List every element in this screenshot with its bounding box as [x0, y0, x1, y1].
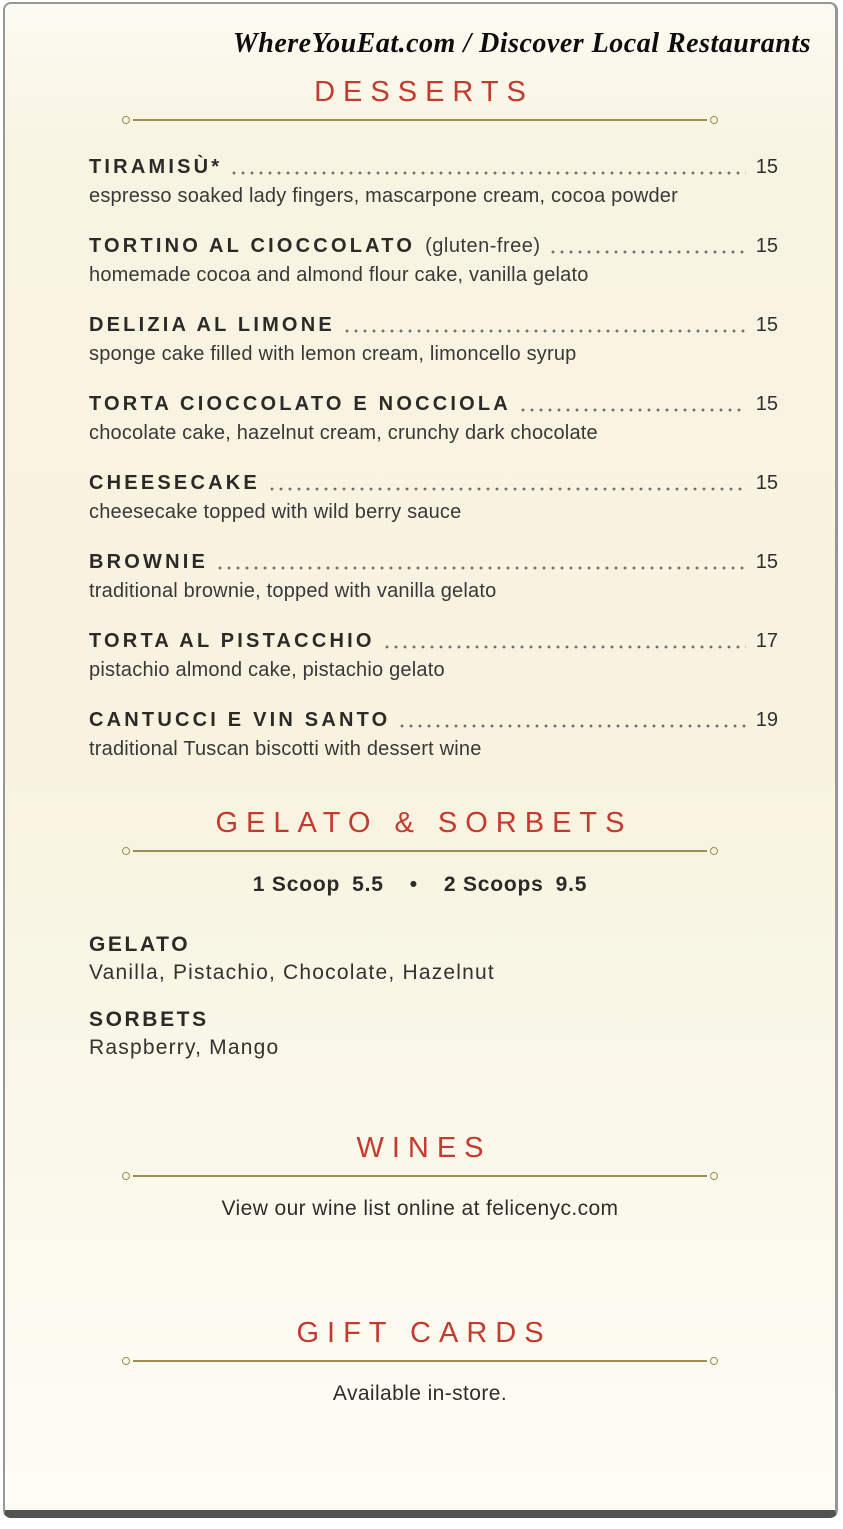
item-description: homemade cocoa and almond flour cake, vanilla gelato — [89, 264, 589, 286]
flavor-list: Raspberry, Mango — [89, 1036, 280, 1059]
divider-line — [133, 1175, 707, 1177]
section-divider — [122, 1172, 718, 1180]
flavor-list: Vanilla, Pistachio, Chocolate, Hazelnut — [89, 961, 495, 984]
flavor-group-label: SORBETS — [89, 1008, 209, 1031]
flavor-groups — [89, 933, 778, 1060]
site-brand-header: WhereYouEat.com / Discover Local Restaurants — [232, 28, 811, 59]
item-price: 15 — [755, 393, 778, 415]
item-price: 15 — [755, 314, 778, 336]
item-price: 19 — [755, 709, 778, 731]
item-line — [89, 314, 778, 337]
menu-item-cantucci-e-vin-santo — [89, 709, 778, 761]
scoop-option-label: 2 Scoops — [443, 873, 544, 896]
dotted-leader — [551, 250, 746, 254]
divider-line — [133, 850, 707, 852]
menu-item-tiramisu — [89, 156, 778, 208]
ring-icon — [122, 1172, 130, 1180]
scoop-option-price: 9.5 — [555, 873, 588, 896]
section-divider — [122, 1357, 718, 1365]
item-description: traditional Tuscan biscotti with dessert wine — [89, 738, 482, 760]
item-line — [89, 156, 778, 179]
dotted-leader — [218, 566, 746, 570]
item-description: traditional brownie, topped with vanilla gelato — [89, 580, 497, 602]
menu-item-delizia-al-limone — [89, 314, 778, 366]
menu-item-tortino-al-cioccolato — [89, 235, 778, 287]
item-name: TORTA CIOCCOLATO E NOCCIOLA — [89, 393, 511, 415]
item-description: cheesecake topped with wild berry sauce — [89, 501, 462, 523]
item-description: pistachio almond cake, pistachio gelato — [89, 659, 445, 681]
dotted-leader — [345, 329, 746, 333]
menu-item-brownie — [89, 551, 778, 603]
menu-item-cheesecake — [89, 472, 778, 524]
item-line — [89, 393, 778, 416]
wine-list-note: View our wine list online at felicenyc.com — [221, 1197, 619, 1220]
item-name: TORTINO AL CIOCCOLATO — [89, 235, 416, 257]
item-name: TIRAMISÙ* — [89, 156, 223, 178]
item-dietary-note: (gluten-free) — [425, 235, 541, 257]
ring-icon — [710, 1357, 718, 1365]
item-line — [89, 235, 778, 258]
desserts-section-title: DESSERTS — [314, 76, 534, 108]
item-description: sponge cake filled with lemon cream, limoncello syrup — [89, 343, 577, 365]
ring-icon — [710, 847, 718, 855]
ring-icon — [122, 847, 130, 855]
wines-section-title: WINES — [356, 1132, 492, 1164]
desserts-item-list — [89, 156, 778, 761]
ring-icon — [122, 116, 130, 124]
gift-cards-note: Available in-store. — [332, 1382, 508, 1405]
item-description: chocolate cake, hazelnut cream, crunchy dark chocolate — [89, 422, 598, 444]
ring-icon — [710, 1172, 718, 1180]
dotted-leader — [385, 645, 746, 649]
gelato-flavor-group — [89, 933, 778, 985]
menu-item-torta-al-pistacchio — [89, 630, 778, 682]
ring-icon — [710, 116, 718, 124]
scoop-option-price: 5.5 — [352, 873, 384, 896]
dotted-leader — [232, 171, 746, 175]
sorbets-flavor-group — [89, 1008, 778, 1060]
ring-icon — [122, 1357, 130, 1365]
bullet-separator: • — [409, 873, 418, 896]
gift-cards-section-title: GIFT CARDS — [296, 1317, 552, 1349]
item-name: BROWNIE — [89, 551, 209, 573]
item-price: 15 — [755, 156, 778, 178]
item-description: espresso soaked lady fingers, mascarpone cream, cocoa powder — [89, 185, 678, 207]
item-name: DELIZIA AL LIMONE — [89, 314, 335, 336]
item-price: 15 — [755, 472, 778, 494]
dotted-leader — [270, 487, 746, 491]
item-name: TORTA AL PISTACCHIO — [89, 630, 375, 652]
divider-line — [133, 119, 707, 121]
item-name: CHEESECAKE — [89, 472, 260, 494]
dotted-leader — [400, 724, 746, 728]
section-divider — [122, 116, 718, 124]
item-price: 15 — [755, 235, 778, 257]
item-name: CANTUCCI E VIN SANTO — [89, 709, 391, 731]
flavor-group-label: GELATO — [89, 933, 191, 956]
item-line — [89, 630, 778, 653]
scoop-option-label: 1 Scoop — [252, 873, 341, 896]
scoop-pricing-line — [5, 873, 835, 897]
section-divider — [122, 847, 718, 855]
gelato-sorbets-section-title: GELATO & SORBETS — [215, 807, 633, 839]
item-line — [89, 709, 778, 732]
item-price: 17 — [755, 630, 778, 652]
item-price: 15 — [755, 551, 778, 573]
item-line — [89, 472, 778, 495]
item-line — [89, 551, 778, 574]
divider-line — [133, 1360, 707, 1362]
dotted-leader — [521, 408, 746, 412]
menu-page — [3, 2, 838, 1518]
menu-item-torta-cioccolato-e-nocciola — [89, 393, 778, 445]
